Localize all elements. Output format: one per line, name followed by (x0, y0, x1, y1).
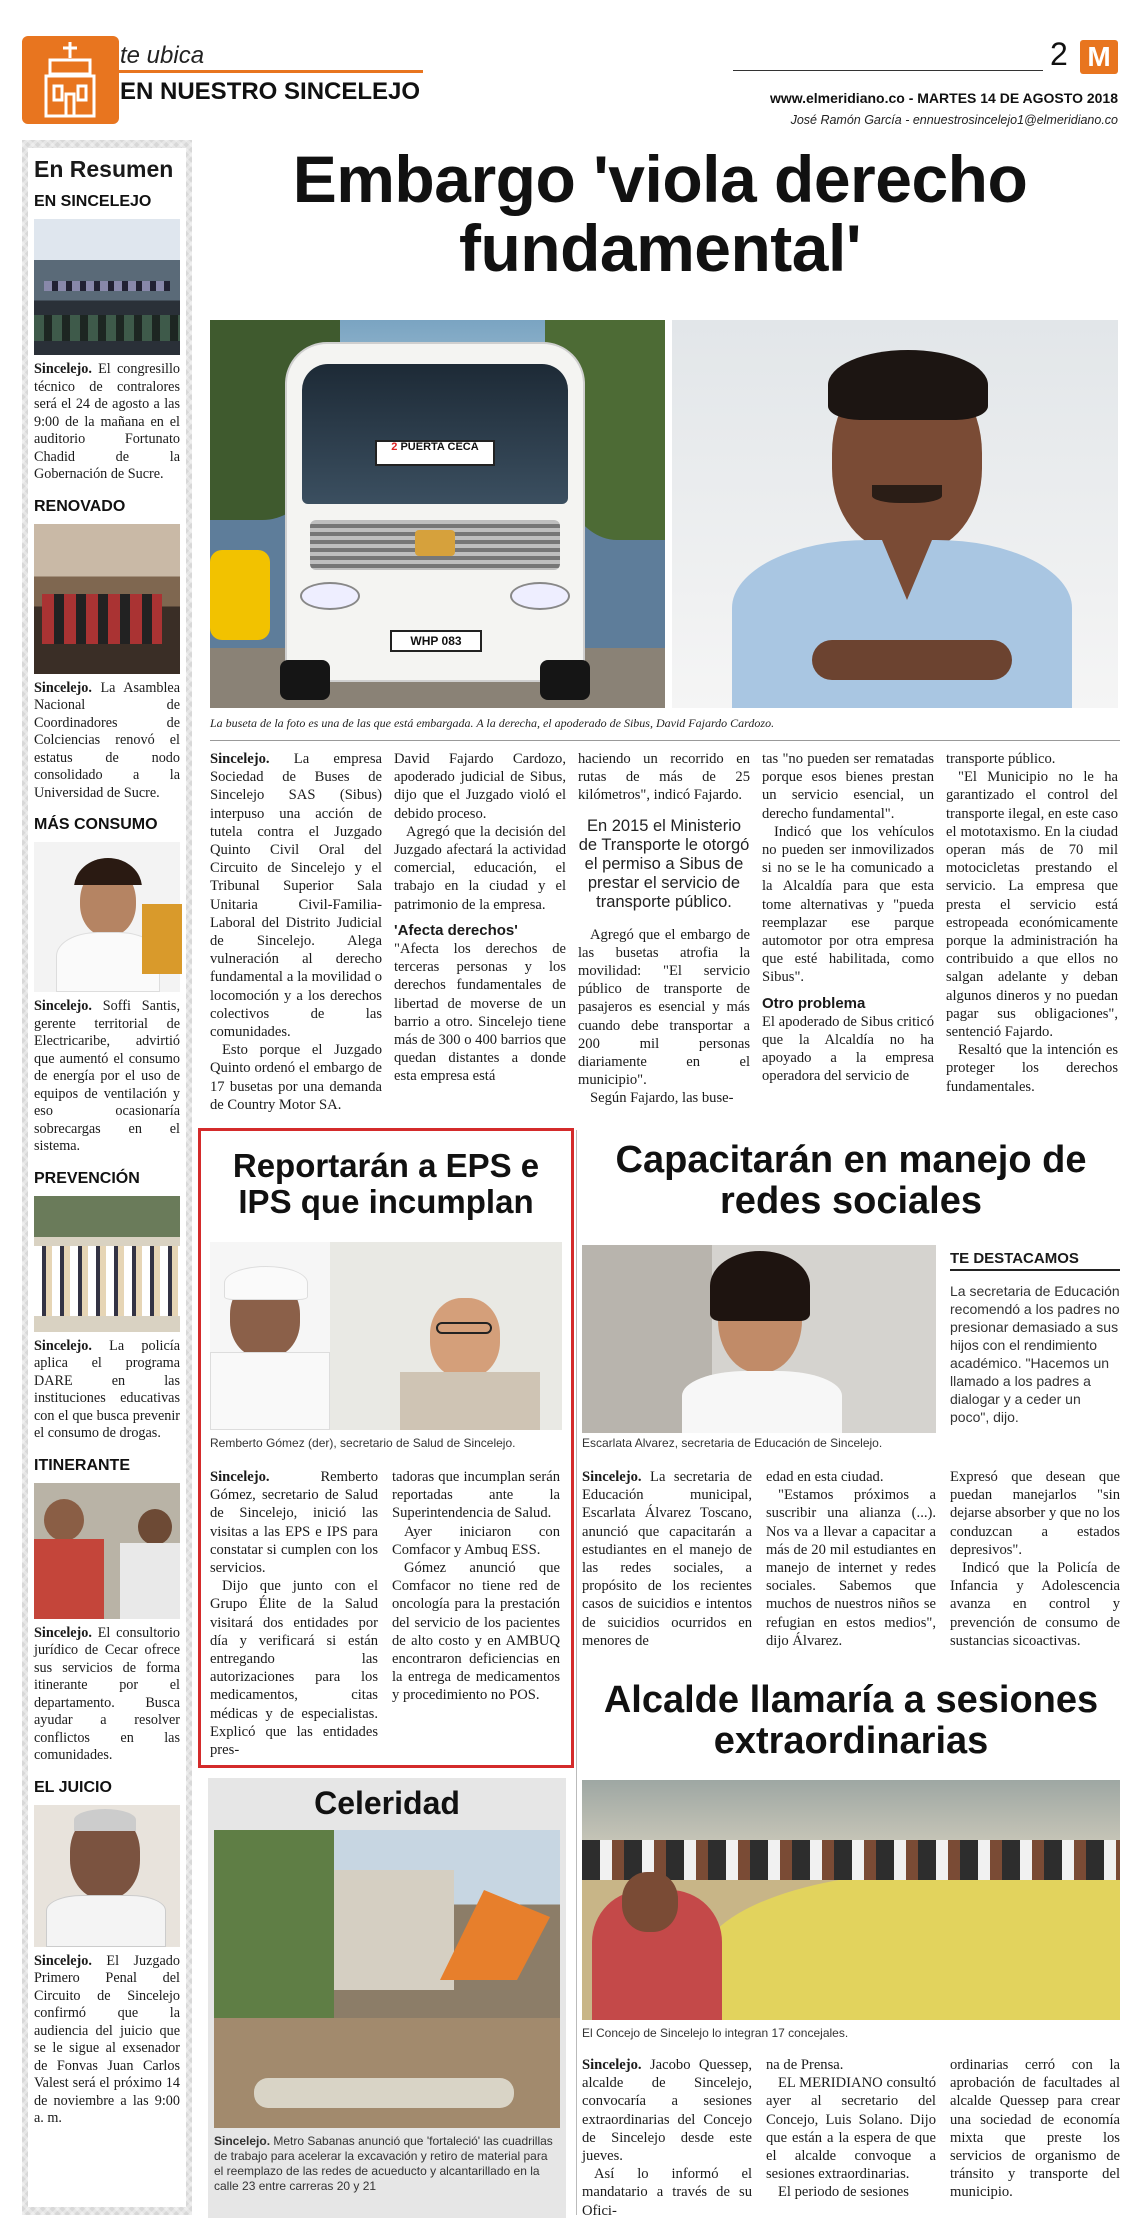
eps-col-2: tadoras que incumplan serán reportadas ante la Superintendencia de Salud. Ayer iniciaron con Comfacor y Ambuq ESS. Gómez anunció que Comfacor no tiene red de oncología para la prestación del servicio de los pacientes de alto costo y en AMBUQ encontraron deficiencias en la entrega de medicamentos y procedimiento no POS. (392, 1469, 560, 1704)
bus-route-sign: 2 PUERTA CECA (375, 440, 495, 466)
redes-photo-caption: Escarlata Alvarez, secretaria de Educación de Sincelejo. (582, 1436, 883, 1450)
eps-photo-caption: Remberto Gómez (der), secretario de Salud de Sincelejo. (210, 1436, 516, 1450)
subhead-otro-problema: Otro problema (762, 994, 866, 1012)
main-photo-caption: La buseta de la foto es una de las que está embargada. A la derecha, el apoderado de Sibus, David Fajardo Cardozo. (210, 716, 775, 730)
redes-headline: Capacitarán en manejo de redes sociales (615, 1139, 1087, 1223)
council-photo (582, 1780, 1120, 2020)
sidebar-text: Sincelejo. La Asamblea Nacional de Coordinadores de Colciencias renovó el estatus de nodo consolidado a la Universidad de Sucre. (34, 679, 180, 801)
bus-plate: WHP 083 (390, 630, 482, 652)
caption-rule (210, 740, 1120, 741)
redes-col-1: Sincelejo. La secretaria de Educación municipal, Escarlata Álvarez Toscano, anunció que capacitarán a estudiantes en el manejo de las redes sociales, a propósito de los recientes casos de suicidios e intentos de suicidios ocurridos en menores de (582, 1469, 752, 1649)
header-rule (733, 70, 1043, 71)
sidebar-en-resumen (22, 140, 192, 2215)
redes-col-2: edad en esta ciudad. "Estamos próximos a suscribir una alianza (...). Nos va a llevar a capacitar a más de 20 mil estudiantes en manejo de internet y redes sociales. Sabemos que muchos de nuestros niños se refugian en estos medios", dijo Álvarez. (766, 1469, 936, 1649)
redes-col-3: Expresó que desean que puedan manejarlos "sin dejarse absorber y que no los conduzcan a estados depresivos". Indicó que la Policía de Infancia y Adolescencia avanza en control y prevención de consumo de sustancias sicoactivas. (950, 1469, 1120, 1649)
celeridad-photo (214, 1830, 560, 2128)
page-number: 2 (1050, 36, 1068, 72)
alcalde-col-1: Sincelejo. Jacobo Quessep, alcalde de Sincelejo, convocaría a sesiones extraordinarias del Concejo de Sincelejo desde este jueves. Así lo informó el mandatario a través de su Ofici- (582, 2057, 752, 2219)
sidebar-text: Sincelejo. La policía aplica el programa DARE en las instituciones educativas con el que busca prevenir el consumo de drogas. (34, 1337, 180, 1441)
highlight-title: TE DESTACAMOS (950, 1250, 1120, 1271)
celeridad-caption: Sincelejo. Metro Sabanas anunció que 'fortaleció' las cuadrillas de trabajo para acelerar la excavación y retiro de material para el reemplazo de las redes de acueducto y alcantarillado en la calle 23 entre carreras 20 y 21 (214, 2134, 553, 2193)
sidebar-heading: EN SINCELEJO (34, 193, 152, 210)
alcalde-headline: Alcalde llamaría a sesiones extraordinarias (603, 1679, 1099, 1763)
eps-col-1: Sincelejo. Remberto Gómez, secretario de Salud de Sincelejo, inició las visitas a las EPS e IPS para constatar si cumplen con los servicios. Dijo que junto con el Grupo Élite de la Salud visitará dos entidades por día y verificará si están entregando las autorizaciones para los medicamentos, citas médicas y de especialistas. Explicó que las entidades pres- (210, 1469, 378, 1759)
sidebar-text: Sincelejo. El Juzgado Primero Penal del Circuito de Sincelejo confirmó que la audiencia del juicio que se le sigue al exsenador de Fonvas Juan Carlos Valest será el próximo 14 de noviembre a las 9:00 a. m. (34, 1952, 180, 2126)
pull-quote: En 2015 el Ministerio de Transporte le otorgó el permiso a Sibus de prestar el servicio de transporte público. (578, 816, 750, 911)
sidebar-photo-students (34, 1196, 180, 1332)
main-col-1: Sincelejo. La empresa Sociedad de Buses de Sincelejo SAS (Sibus) interpuso una acción de tutela contra el Juzgado Quinto Civil Oral del Circuito de Sincelejo y el Tribunal Superior Sala Unitaria Civil-Familia-Laboral del Distrito Judicial de Sincelejo. Alega vulneración al derecho fundamental a la movilidad o locomoción y a los derechos colectivos de las comunidades. Esto porque el Juzgado Quinto ordenó el embargo de 17 busetas por una demanda de Country Motor SA. (210, 751, 382, 1113)
sidebar-text: Sincelejo. El congresillo técnico de contralores será el 24 de agosto a las 9:00 de la mañana en el auditorio Fortunato Chadid de la Gobernación de Sucre. (34, 361, 180, 482)
alcalde-col-2: na de Prensa. EL MERIDIANO consultó ayer al secretario del Concejo, Luis Solano. Dijo que están a la espera de que el alcalde convoque a sesiones extraordinarias. El periodo de sesiones (766, 2057, 936, 2201)
main-headline: Embargo 'viola derecho fundamental' (292, 142, 1028, 286)
kicker-rule (118, 70, 423, 73)
main-col-2: David Fajardo Cardozo, apoderado judicial de Sibus, dijo que el Juzgado violó el debido proceso. Agregó que la decisión del Juzgado afectará la actividad comercial, educación, el trabajo en la ciudad y el patrimonio de la empresa. 'Afecta derechos' "Afecta los derechos de terceras personas y los derechos fundamentales de libertad de moverse de un barrio a otro. Sincelejo tiene más de 300 o 400 barrios que quedan distantes a donde esta empresa está (394, 751, 566, 1085)
main-col-3: haciendo un recorrido en rutas de más de 25 kilómetros", indicó Fajardo. En 2015 el Ministerio de Transporte le otorgó el permiso a Sibus de prestar el servicio de transporte público. Agregó que el embargo de las busetas atrofia la movilidad: "El servicio público de transporte de pasajeros es esencial y más cuando debe transportar a 200 mil personas diariamente en el municipio". Según Fajardo, las buse- (578, 751, 750, 1107)
sidebar-photo-meeting-room (34, 219, 180, 355)
site-date: www.elmeridiano.co - MARTES 14 DE AGOSTO 2018 (769, 90, 1118, 106)
bus-photo (210, 320, 665, 708)
column-divider (576, 1130, 577, 2215)
main-col-4: tas "no pueden ser rematadas porque esos bienes prestan un servicio esencial, un derecho fundamental". Indicó que los vehículos no pueden ser inmovilizados si no se le ha comunicado a la Alcaldía para que esta tome alternativas y "pueda reemplazar ese parque automotor por otra empresa que esté habilitada, como Sibus". Otro problema El apoderado de Sibus criticó que la Alcaldía no ha apoyado a la empresa operadora del servicio de (762, 751, 934, 1085)
redes-photo (582, 1245, 936, 1433)
sidebar-title: En Resumen (34, 156, 174, 182)
sidebar-text: Sincelejo. El consultorio jurídico de Cecar ofrece sus servicios de forma itinerante por el departamento. Busca ayudar a resolver conflictos en las comunidades. (34, 1624, 180, 1763)
section-kicker: te ubica (120, 42, 205, 69)
lawyer-photo (672, 320, 1118, 708)
sidebar-heading: ITINERANTE (34, 1456, 130, 1474)
section-logo (22, 36, 119, 124)
brand-logo: M (1080, 40, 1118, 74)
byline: José Ramón García - ennuestrosincelejo1@elmeridiano.co (790, 113, 1118, 127)
sidebar-photo-consultation (34, 1483, 180, 1619)
sidebar-text: Sincelejo. Soffi Santis, gerente territorial de Electricaribe, advirtió que aumentó el consumo de energía por el uso de equipos de ventilación y eso ocasionaría sobrecargas en el sistema. (34, 998, 180, 1154)
alcalde-col-3: ordinarias cerró con la aprobación de facultades al alcalde Quessep para crear una sociedad de economía mixta que preste los servicios de organismo de tránsito y transporte del municipio. (950, 2057, 1120, 2201)
sidebar-heading: MÁS CONSUMO (34, 816, 158, 833)
section-title: EN NUESTRO SINCELEJO (120, 78, 421, 105)
main-col-5: transporte público. "El Municipio no le ha garantizado el control del transporte ilegal, en este caso el mototaxismo. En la ciudad operan más de 70 mil motocicletas prestando el servicio. La empresa que presta el servicio está estropeada económicamente porque la administración ha contribuido a que ellos no salgan adelante y deban algunos dineros y no puedan pagar sus obligaciones", sentenció Fajardo. Resaltó que la intención es proteger los derechos fundamentales. (946, 751, 1118, 1095)
sidebar-photo-assembly (34, 524, 180, 674)
church-icon (22, 36, 119, 124)
sidebar-heading: PREVENCIÓN (34, 1169, 140, 1187)
sidebar-photo-judge (34, 1805, 180, 1947)
council-photo-caption: El Concejo de Sincelejo lo integran 17 concejales. (582, 2026, 849, 2040)
eps-photo (210, 1242, 562, 1430)
celeridad-headline: Celeridad (314, 1785, 460, 1821)
sidebar-heading: EL JUICIO (34, 1778, 112, 1796)
sidebar-heading: RENOVADO (34, 497, 126, 515)
subhead-afecta: 'Afecta derechos' (394, 921, 518, 939)
sidebar-photo-woman (34, 842, 180, 992)
eps-headline: Reportarán a EPS e IPS que incumplan (232, 1147, 540, 1220)
highlight-text: La secretaria de Educación recomendó a los padres no presionar demasiado a sus hijos con el rendimiento académico. "Hacemos un llamado a los padres a dialogar y a ceder un poco", dijo. (950, 1283, 1120, 1425)
